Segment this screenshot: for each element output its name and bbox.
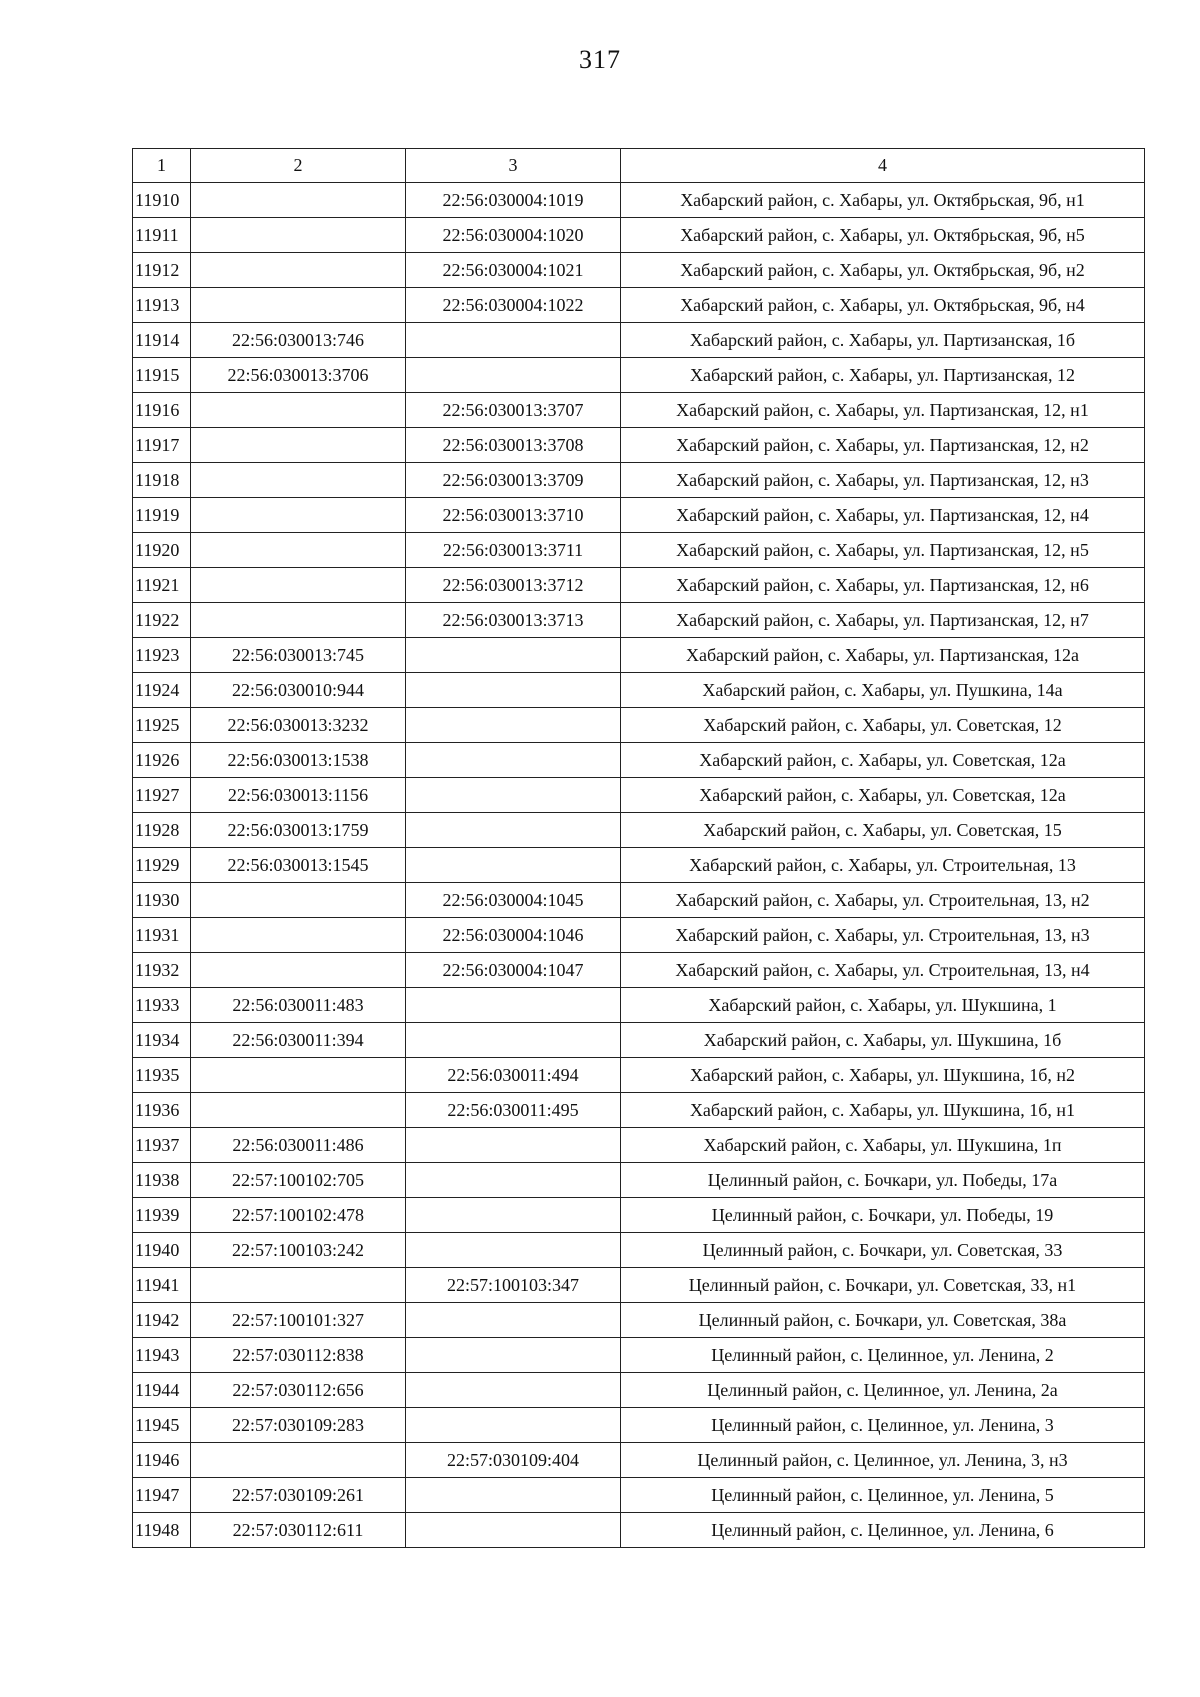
cadastral-number-cell: 22:57:030112:838 — [191, 1338, 406, 1373]
row-number-cell: 11927 — [133, 778, 191, 813]
cadastral-number-cell: 22:56:030011:394 — [191, 1023, 406, 1058]
cadastral-number-alt-cell — [406, 1128, 621, 1163]
cadastral-number-cell — [191, 1093, 406, 1128]
table-row — [133, 1128, 1145, 1163]
cadastral-number-cell: 22:56:030013:1538 — [191, 743, 406, 778]
table-row — [133, 358, 1145, 393]
cadastral-number-alt-cell: 22:56:030013:3712 — [406, 568, 621, 603]
table-row — [133, 1233, 1145, 1268]
cadastral-number-alt-cell — [406, 708, 621, 743]
cadastral-number-cell — [191, 428, 406, 463]
table-body — [133, 183, 1145, 1548]
row-number-cell: 11916 — [133, 393, 191, 428]
table-row — [133, 183, 1145, 218]
address-cell: Целинный район, с. Бочкари, ул. Советская, 33, н1 — [621, 1268, 1145, 1303]
cadastral-number-alt-cell — [406, 1303, 621, 1338]
cadastral-number-alt-cell — [406, 1198, 621, 1233]
cadastral-number-alt-cell — [406, 638, 621, 673]
cadastral-number-cell: 22:56:030013:3232 — [191, 708, 406, 743]
cadastral-number-cell: 22:57:030109:261 — [191, 1478, 406, 1513]
table-row — [133, 323, 1145, 358]
cadastral-number-alt-cell: 22:57:100103:347 — [406, 1268, 621, 1303]
table-row — [133, 1268, 1145, 1303]
address-cell: Целинный район, с. Целинное, ул. Ленина, 2а — [621, 1373, 1145, 1408]
row-number-cell: 11910 — [133, 183, 191, 218]
cadastral-number-cell: 22:57:030109:283 — [191, 1408, 406, 1443]
cadastral-number-alt-cell: 22:57:030109:404 — [406, 1443, 621, 1478]
cadastral-number-alt-cell: 22:56:030013:3708 — [406, 428, 621, 463]
address-cell: Хабарский район, с. Хабары, ул. Советская, 12 — [621, 708, 1145, 743]
column-header-1: 1 — [133, 149, 191, 183]
table-row — [133, 1338, 1145, 1373]
cadastral-number-cell — [191, 603, 406, 638]
table-row — [133, 463, 1145, 498]
cadastral-number-alt-cell — [406, 323, 621, 358]
header-row — [133, 149, 1145, 183]
address-cell: Хабарский район, с. Хабары, ул. Шукшина, 1б, н1 — [621, 1093, 1145, 1128]
table-row — [133, 743, 1145, 778]
cadastral-number-alt-cell — [406, 743, 621, 778]
row-number-cell: 11914 — [133, 323, 191, 358]
cadastral-number-cell — [191, 288, 406, 323]
row-number-cell: 11926 — [133, 743, 191, 778]
table-row — [133, 533, 1145, 568]
table-row — [133, 1058, 1145, 1093]
column-header-4: 4 — [621, 149, 1145, 183]
address-cell: Хабарский район, с. Хабары, ул. Партизанская, 12, н2 — [621, 428, 1145, 463]
table-row — [133, 918, 1145, 953]
address-cell: Хабарский район, с. Хабары, ул. Шукшина, 1б — [621, 1023, 1145, 1058]
cadastral-number-alt-cell — [406, 988, 621, 1023]
table-row — [133, 708, 1145, 743]
address-cell: Хабарский район, с. Хабары, ул. Партизанская, 12а — [621, 638, 1145, 673]
address-cell: Хабарский район, с. Хабары, ул. Советская, 15 — [621, 813, 1145, 848]
cadastral-number-cell — [191, 918, 406, 953]
row-number-cell: 11946 — [133, 1443, 191, 1478]
address-cell: Хабарский район, с. Хабары, ул. Шукшина, 1 — [621, 988, 1145, 1023]
row-number-cell: 11930 — [133, 883, 191, 918]
address-cell: Хабарский район, с. Хабары, ул. Строительная, 13, н3 — [621, 918, 1145, 953]
row-number-cell: 11942 — [133, 1303, 191, 1338]
address-cell: Хабарский район, с. Хабары, ул. Октябрьская, 9б, н1 — [621, 183, 1145, 218]
row-number-cell: 11912 — [133, 253, 191, 288]
address-cell: Целинный район, с. Целинное, ул. Ленина, 2 — [621, 1338, 1145, 1373]
address-cell: Целинный район, с. Бочкари, ул. Победы, 17а — [621, 1163, 1145, 1198]
address-cell: Целинный район, с. Целинное, ул. Ленина, 5 — [621, 1478, 1145, 1513]
cadastral-number-alt-cell — [406, 1478, 621, 1513]
cadastral-number-cell: 22:56:030013:1759 — [191, 813, 406, 848]
address-cell: Хабарский район, с. Хабары, ул. Пушкина, 14а — [621, 673, 1145, 708]
address-cell: Хабарский район, с. Хабары, ул. Партизанская, 12, н7 — [621, 603, 1145, 638]
address-cell: Хабарский район, с. Хабары, ул. Партизанская, 12, н6 — [621, 568, 1145, 603]
cadastral-number-alt-cell: 22:56:030004:1045 — [406, 883, 621, 918]
cadastral-number-alt-cell: 22:56:030013:3710 — [406, 498, 621, 533]
table-row — [133, 253, 1145, 288]
address-cell: Хабарский район, с. Хабары, ул. Партизанская, 12, н1 — [621, 393, 1145, 428]
cadastral-number-alt-cell — [406, 1373, 621, 1408]
row-number-cell: 11918 — [133, 463, 191, 498]
row-number-cell: 11931 — [133, 918, 191, 953]
table-row — [133, 883, 1145, 918]
row-number-cell: 11932 — [133, 953, 191, 988]
cadastral-number-alt-cell: 22:56:030004:1021 — [406, 253, 621, 288]
table-row — [133, 1198, 1145, 1233]
address-cell: Хабарский район, с. Хабары, ул. Партизанская, 12, н3 — [621, 463, 1145, 498]
address-cell: Хабарский район, с. Хабары, ул. Шукшина, 1б, н2 — [621, 1058, 1145, 1093]
table-row — [133, 1023, 1145, 1058]
cadastral-number-cell: 22:56:030011:486 — [191, 1128, 406, 1163]
table-row — [133, 1163, 1145, 1198]
cadastral-number-alt-cell: 22:56:030011:494 — [406, 1058, 621, 1093]
cadastral-number-alt-cell — [406, 1023, 621, 1058]
cadastral-number-cell — [191, 533, 406, 568]
cadastral-number-cell: 22:57:100102:705 — [191, 1163, 406, 1198]
table-row — [133, 288, 1145, 323]
row-number-cell: 11935 — [133, 1058, 191, 1093]
cadastral-number-alt-cell — [406, 1163, 621, 1198]
cadastral-number-cell: 22:57:100101:327 — [191, 1303, 406, 1338]
cadastral-number-alt-cell: 22:56:030013:3707 — [406, 393, 621, 428]
cadastral-number-cell — [191, 463, 406, 498]
row-number-cell: 11934 — [133, 1023, 191, 1058]
table-row — [133, 638, 1145, 673]
address-cell: Целинный район, с. Целинное, ул. Ленина, 3 — [621, 1408, 1145, 1443]
row-number-cell: 11919 — [133, 498, 191, 533]
cadastral-number-cell: 22:57:100103:242 — [191, 1233, 406, 1268]
row-number-cell: 11923 — [133, 638, 191, 673]
cadastral-number-alt-cell: 22:56:030013:3709 — [406, 463, 621, 498]
cadastral-number-cell: 22:56:030011:483 — [191, 988, 406, 1023]
row-number-cell: 11922 — [133, 603, 191, 638]
address-cell: Хабарский район, с. Хабары, ул. Октябрьская, 9б, н4 — [621, 288, 1145, 323]
cadastral-number-cell — [191, 393, 406, 428]
address-cell: Хабарский район, с. Хабары, ул. Партизанская, 12, н4 — [621, 498, 1145, 533]
address-cell: Хабарский район, с. Хабары, ул. Строительная, 13, н2 — [621, 883, 1145, 918]
row-number-cell: 11928 — [133, 813, 191, 848]
cadastral-number-cell: 22:57:030112:611 — [191, 1513, 406, 1548]
row-number-cell: 11917 — [133, 428, 191, 463]
cadastral-number-cell: 22:56:030013:746 — [191, 323, 406, 358]
address-cell: Хабарский район, с. Хабары, ул. Партизанская, 12 — [621, 358, 1145, 393]
table-row — [133, 603, 1145, 638]
table-row — [133, 1408, 1145, 1443]
table-row — [133, 848, 1145, 883]
address-cell: Целинный район, с. Целинное, ул. Ленина, 6 — [621, 1513, 1145, 1548]
cadastral-number-cell — [191, 1058, 406, 1093]
cadastral-number-alt-cell — [406, 813, 621, 848]
cadastral-number-alt-cell — [406, 778, 621, 813]
cadastral-number-alt-cell: 22:56:030004:1019 — [406, 183, 621, 218]
page-number: 317 — [579, 45, 621, 74]
cadastral-number-cell: 22:56:030013:1156 — [191, 778, 406, 813]
row-number-cell: 11913 — [133, 288, 191, 323]
cadastral-number-cell: 22:57:100102:478 — [191, 1198, 406, 1233]
cadastral-number-cell: 22:57:030112:656 — [191, 1373, 406, 1408]
row-number-cell: 11925 — [133, 708, 191, 743]
table-row — [133, 813, 1145, 848]
row-number-cell: 11915 — [133, 358, 191, 393]
cadastral-number-alt-cell — [406, 1338, 621, 1373]
cadastral-number-cell: 22:56:030013:1545 — [191, 848, 406, 883]
table-row — [133, 778, 1145, 813]
row-number-cell: 11948 — [133, 1513, 191, 1548]
cadastral-number-cell — [191, 1268, 406, 1303]
column-header-3: 3 — [406, 149, 621, 183]
address-cell: Хабарский район, с. Хабары, ул. Шукшина, 1п — [621, 1128, 1145, 1163]
address-cell: Хабарский район, с. Хабары, ул. Октябрьская, 9б, н2 — [621, 253, 1145, 288]
table-row — [133, 1478, 1145, 1513]
address-cell: Хабарский район, с. Хабары, ул. Партизанская, 1б — [621, 323, 1145, 358]
table-row — [133, 498, 1145, 533]
table-row — [133, 1303, 1145, 1338]
cadastral-number-alt-cell — [406, 1513, 621, 1548]
cadastral-number-alt-cell: 22:56:030011:495 — [406, 1093, 621, 1128]
row-number-cell: 11940 — [133, 1233, 191, 1268]
cadastral-number-cell: 22:56:030013:745 — [191, 638, 406, 673]
address-cell: Хабарский район, с. Хабары, ул. Партизанская, 12, н5 — [621, 533, 1145, 568]
cadastral-number-alt-cell — [406, 1408, 621, 1443]
table-row — [133, 218, 1145, 253]
table-row — [133, 1093, 1145, 1128]
row-number-cell: 11937 — [133, 1128, 191, 1163]
row-number-cell: 11943 — [133, 1338, 191, 1373]
address-cell: Целинный район, с. Бочкари, ул. Советская, 33 — [621, 1233, 1145, 1268]
table-row — [133, 988, 1145, 1023]
table-row — [133, 1513, 1145, 1548]
column-header-2: 2 — [191, 149, 406, 183]
row-number-cell: 11944 — [133, 1373, 191, 1408]
row-number-cell: 11920 — [133, 533, 191, 568]
row-number-cell: 11921 — [133, 568, 191, 603]
cadastral-number-cell — [191, 1443, 406, 1478]
row-number-cell: 11939 — [133, 1198, 191, 1233]
cadastral-number-cell — [191, 883, 406, 918]
cadastral-number-alt-cell: 22:56:030004:1047 — [406, 953, 621, 988]
cadastral-number-cell: 22:56:030013:3706 — [191, 358, 406, 393]
address-cell: Хабарский район, с. Хабары, ул. Октябрьская, 9б, н5 — [621, 218, 1145, 253]
row-number-cell: 11938 — [133, 1163, 191, 1198]
cadastral-number-cell — [191, 568, 406, 603]
row-number-cell: 11936 — [133, 1093, 191, 1128]
table-row — [133, 1443, 1145, 1478]
table-row — [133, 393, 1145, 428]
table-row — [133, 568, 1145, 603]
address-cell: Целинный район, с. Целинное, ул. Ленина, 3, н3 — [621, 1443, 1145, 1478]
cadastral-number-alt-cell — [406, 673, 621, 708]
cadastral-number-cell — [191, 953, 406, 988]
table-row — [133, 953, 1145, 988]
cadastral-number-alt-cell: 22:56:030004:1020 — [406, 218, 621, 253]
row-number-cell: 11929 — [133, 848, 191, 883]
cadastral-number-cell — [191, 183, 406, 218]
address-cell: Целинный район, с. Бочкари, ул. Советская, 38а — [621, 1303, 1145, 1338]
address-cell: Целинный район, с. Бочкари, ул. Победы, 19 — [621, 1198, 1145, 1233]
cadastral-number-alt-cell: 22:56:030004:1046 — [406, 918, 621, 953]
cadastral-number-cell: 22:56:030010:944 — [191, 673, 406, 708]
row-number-cell: 11947 — [133, 1478, 191, 1513]
cadastral-number-cell — [191, 218, 406, 253]
row-number-cell: 11933 — [133, 988, 191, 1023]
property-table — [132, 148, 1145, 1548]
cadastral-number-alt-cell: 22:56:030013:3711 — [406, 533, 621, 568]
row-number-cell: 11911 — [133, 218, 191, 253]
row-number-cell: 11941 — [133, 1268, 191, 1303]
cadastral-number-alt-cell: 22:56:030004:1022 — [406, 288, 621, 323]
row-number-cell: 11924 — [133, 673, 191, 708]
address-cell: Хабарский район, с. Хабары, ул. Советская, 12а — [621, 778, 1145, 813]
cadastral-number-alt-cell — [406, 1233, 621, 1268]
cadastral-number-alt-cell — [406, 848, 621, 883]
address-cell: Хабарский район, с. Хабары, ул. Строительная, 13, н4 — [621, 953, 1145, 988]
cadastral-number-alt-cell — [406, 358, 621, 393]
table-row — [133, 428, 1145, 463]
address-cell: Хабарский район, с. Хабары, ул. Строительная, 13 — [621, 848, 1145, 883]
table-row — [133, 1373, 1145, 1408]
address-cell: Хабарский район, с. Хабары, ул. Советская, 12а — [621, 743, 1145, 778]
cadastral-number-alt-cell: 22:56:030013:3713 — [406, 603, 621, 638]
table-row — [133, 673, 1145, 708]
cadastral-number-cell — [191, 253, 406, 288]
cadastral-number-cell — [191, 498, 406, 533]
row-number-cell: 11945 — [133, 1408, 191, 1443]
